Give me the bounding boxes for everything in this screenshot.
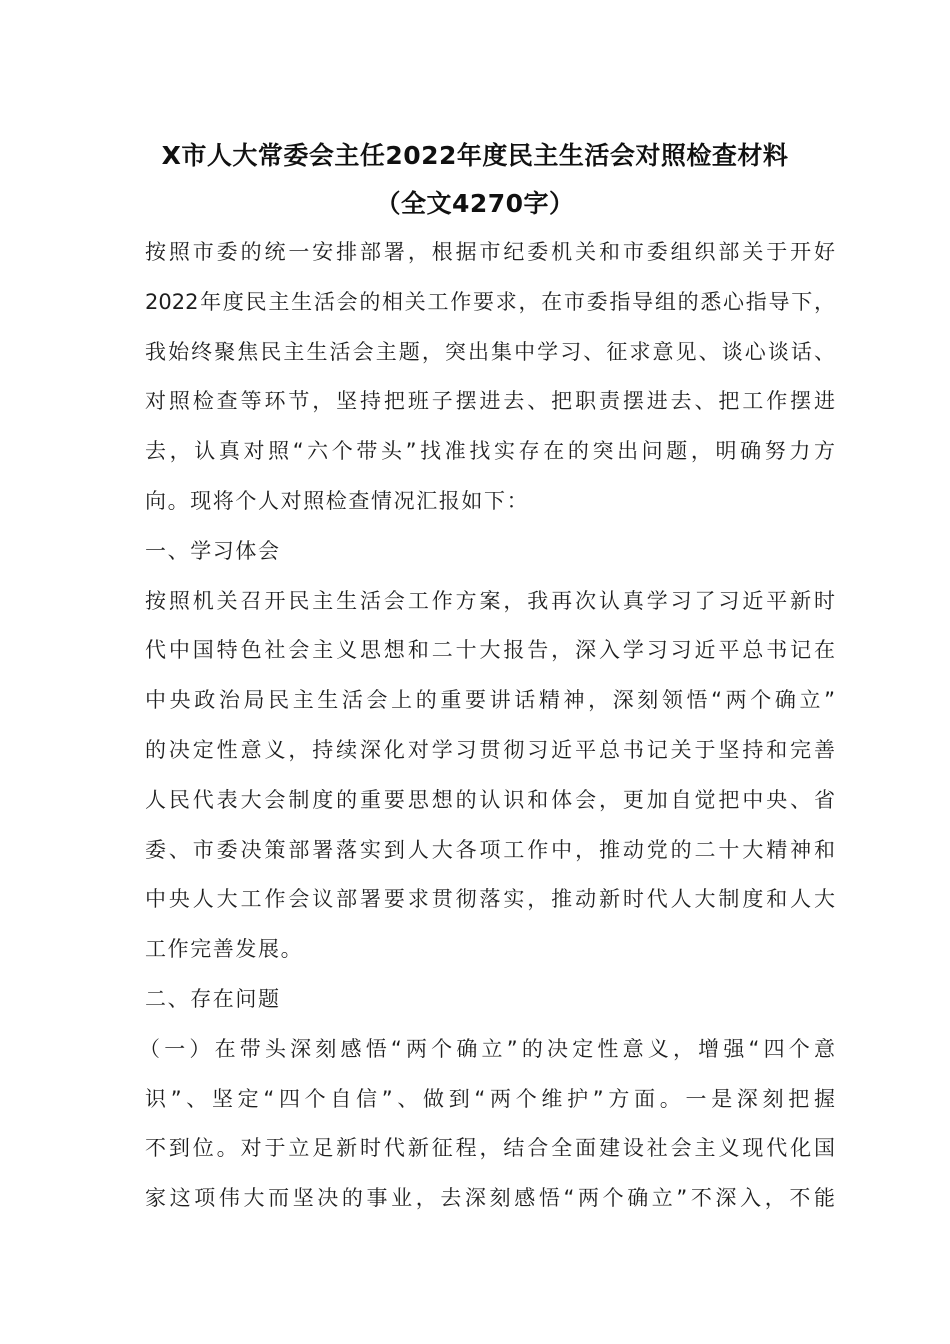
body-line: 中央政治局民主生活会上的重要讲话精神，深刻领悟“两个确立” [145,688,835,713]
body-line: 我始终聚焦民主生活会主题，突出集中学习、征求意见、谈心谈话、 [145,339,835,364]
document-subtitle: （全文4270字） [375,189,575,218]
body-line: 家这项伟大而坚决的事业，去深刻感悟“两个确立”不深入，不能 [145,1186,835,1211]
body-line: 识”、坚定“四个自信”、做到“两个维护”方面。一是深刻把握 [145,1086,835,1111]
body-line: 2022年度民主生活会的相关工作要求，在市委指导组的悉心指导下， [145,289,835,314]
body-line: 工作完善发展。 [145,937,304,962]
body-line: 委、市委决策部署落实到人大各项工作中，推动党的二十大精神和 [145,837,835,862]
body-line: 人民代表大会制度的重要思想的认识和体会，更加自觉把中央、省 [145,787,835,812]
document-title: X市人大常委会主任2022年度民主生活会对照检查材料 [161,141,789,170]
body-line: （一）在带头深刻感悟“两个确立”的决定性意义，增强“四个意 [139,1036,835,1061]
body-line: 代中国特色社会主义思想和二十大报告，深入学习习近平总书记在 [145,638,835,663]
body-line: 不到位。对于立足新时代新征程，结合全面建设社会主义现代化国 [145,1136,835,1161]
body-line: 按照市委的统一安排部署，根据市纪委机关和市委组织部关于开好 [145,240,835,264]
body-line: 按照机关召开民主生活会工作方案，我再次认真学习了习近平新时 [145,588,835,613]
body-line: 的决定性意义，持续深化对学习贯彻习近平总书记关于坚持和完善 [145,737,835,762]
body-line: 对照检查等环节，坚持把班子摆进去、把职责摆进去、把工作摆进 [145,389,835,414]
body-line: 向。现将个人对照检查情况汇报如下： [145,488,530,513]
section-heading: 一、学习体会 [145,538,281,563]
body-line: 中央人大工作会议部署要求贯彻落实，推动新时代人大制度和人大 [145,887,835,912]
document-body [139,234,835,1230]
body-line: 去，认真对照“六个带头”找准找实存在的突出问题，明确努力方 [145,439,835,464]
section-heading: 二、存在问题 [145,986,281,1011]
